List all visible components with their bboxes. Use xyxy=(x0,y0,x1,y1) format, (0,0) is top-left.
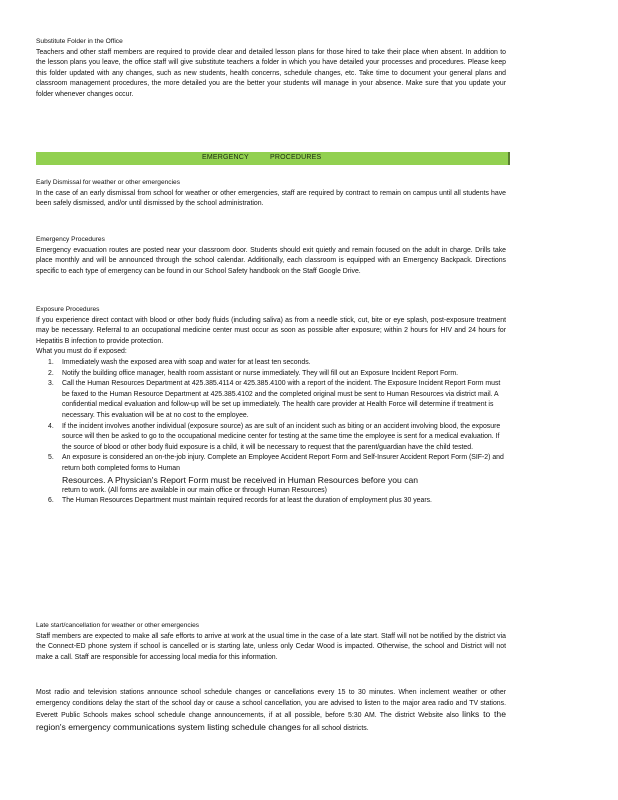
exposure-section xyxy=(36,305,506,507)
late-start-heading: Late start/cancellation for weather or other emergencies xyxy=(36,622,200,629)
emergency-heading: Emergency Procedures xyxy=(36,236,105,243)
substitute-section xyxy=(36,37,506,101)
media-text: Most radio and television stations announce school schedule changes or cancellations every 15 to 30 minutes. When inclement weather or other emergency conditions delay the start of the school day or cause a school cancellation, you are advised to listen to the major area radio and TV stations. Everett Public Schools makes school schedule change announcements, if at all possible, before 5:30 AM. The district Website also links to the region's emergency communications system listing schedule changes for all school districts. xyxy=(36,689,506,732)
early-dismissal-text: In the case of an early dismissal from school for weather or other emergencies, staff are required by contract to remain on campus until all students have been safely dismissed, and/or until dismissed by the school administration. xyxy=(36,189,506,208)
exposure-heading: Exposure Procedures xyxy=(36,306,100,313)
banner-left-text: EMERGENCY xyxy=(202,154,249,161)
list-item: 1. Immediately wash the exposed area with soap and water for at least ten seconds. xyxy=(48,358,311,366)
exposure-steps-list xyxy=(36,358,506,507)
substitute-text: Teachers and other staff members are required to provide clear and detailed lesson plans for those hired to take their place when absent. In addition to the lesson plans you leave, the office staff will give substitute teachers a folder in which you have detailed your processes and procedures. Please keep this folder updated with any changes, such as new students, health concerns, schedule changes, etc. Take time to document your general plans and classroom management procedures, the more detailed you are the better your students will manage in your absence. Make sure that you update your folder whenever changes occur. xyxy=(36,48,506,98)
media-links-text: links to the region's emergency communications system listing schedule changes xyxy=(36,709,506,732)
exposure-text: If you experience direct contact with blood or other body fluids (including saliva) as from a needle stick, cut, bite or eye splash, post-exposure treatment may be necessary. Referral to an occupational medicine center must occur as soon as possible after exposure; within 2 hours for HIV and 24 hours for Hepatitis B infection to provide protection. xyxy=(36,316,506,345)
list-item-continuation: return to work. (All forms are available in our main office or through Human Resources) xyxy=(62,486,327,494)
list-item: 2. Notify the building office manager, health room assistant or nurse immediately. They will fill out an Exposure Incident Report Form. xyxy=(48,369,459,377)
list-item: 5. An exposure is considered an on-the-job injury. Complete an Employee Accident Report Form and Self-Insurer Accident Report Form (SIF-2) and return both completed forms to Human xyxy=(48,454,504,472)
banner-right-text: PROCEDURES xyxy=(270,154,322,161)
emergency-text: Emergency evacuation routes are posted near your classroom door. Students should exit quietly and remain focused on the adult in charge. Drills take place monthly and will be announced through the school calendar. Additionally, each classroom is equipped with an Emergency Backpack. Directions specific to each type of emergency can be found in our School Safety handbook on the Staff Google Drive. xyxy=(36,246,506,275)
early-dismissal-section xyxy=(36,178,506,210)
late-start-section xyxy=(36,621,506,663)
emergency-procedures-banner xyxy=(36,152,510,165)
list-item: 3. Call the Human Resources Department at 425.385.4114 or 425.385.4100 with a report of the incident. The Exposure Incident Report Form must be faxed to the Human Resource Department at 425.385.4102 and the completed original must be sent to Human Resources via district mail. A confidential medical evaluation and follow-up will be set up immediately. The health care provider at Health Force will determine if treatment is necessary. This evaluation will be at no cost to the employee. xyxy=(48,380,501,419)
substitute-heading: Substitute Folder in the Office xyxy=(36,38,123,45)
media-section xyxy=(36,688,506,734)
exposure-what-to-do: What you must do if exposed: xyxy=(36,348,127,356)
list-item: 6. The Human Resources Department must maintain required records for at least the duration of employment plus 30 years. xyxy=(48,497,432,505)
late-start-text: Staff members are expected to make all safe efforts to arrive at work at the usual time in the case of a late start. Staff will not be notified by the district via the Connect-ED phone system if school is cancelled or is starting late, unless only Cedar Wood is impacted. Otherwise, the school and District will not make a call. Staff are responsible for accessing local media for this information. xyxy=(36,632,506,661)
list-item: 4. If the incident involves another individual (exposure source) as are sult of an incident such as biting or an accident involving blood, the exposure source will then be asked to go to the occupational medicine center for testing at the same time the employee is sent for a medical evaluation. If the source of blood or other body fluid exposure is a child, it will be necessary to request that the parent/guardian have the child tested. xyxy=(48,422,501,451)
early-dismissal-heading: Early Dismissal for weather or other emergencies xyxy=(36,179,181,186)
emergency-section xyxy=(36,235,506,277)
list-item-continuation: Resources. A Physician's Report Form must be received in Human Resources before you can xyxy=(62,474,419,485)
